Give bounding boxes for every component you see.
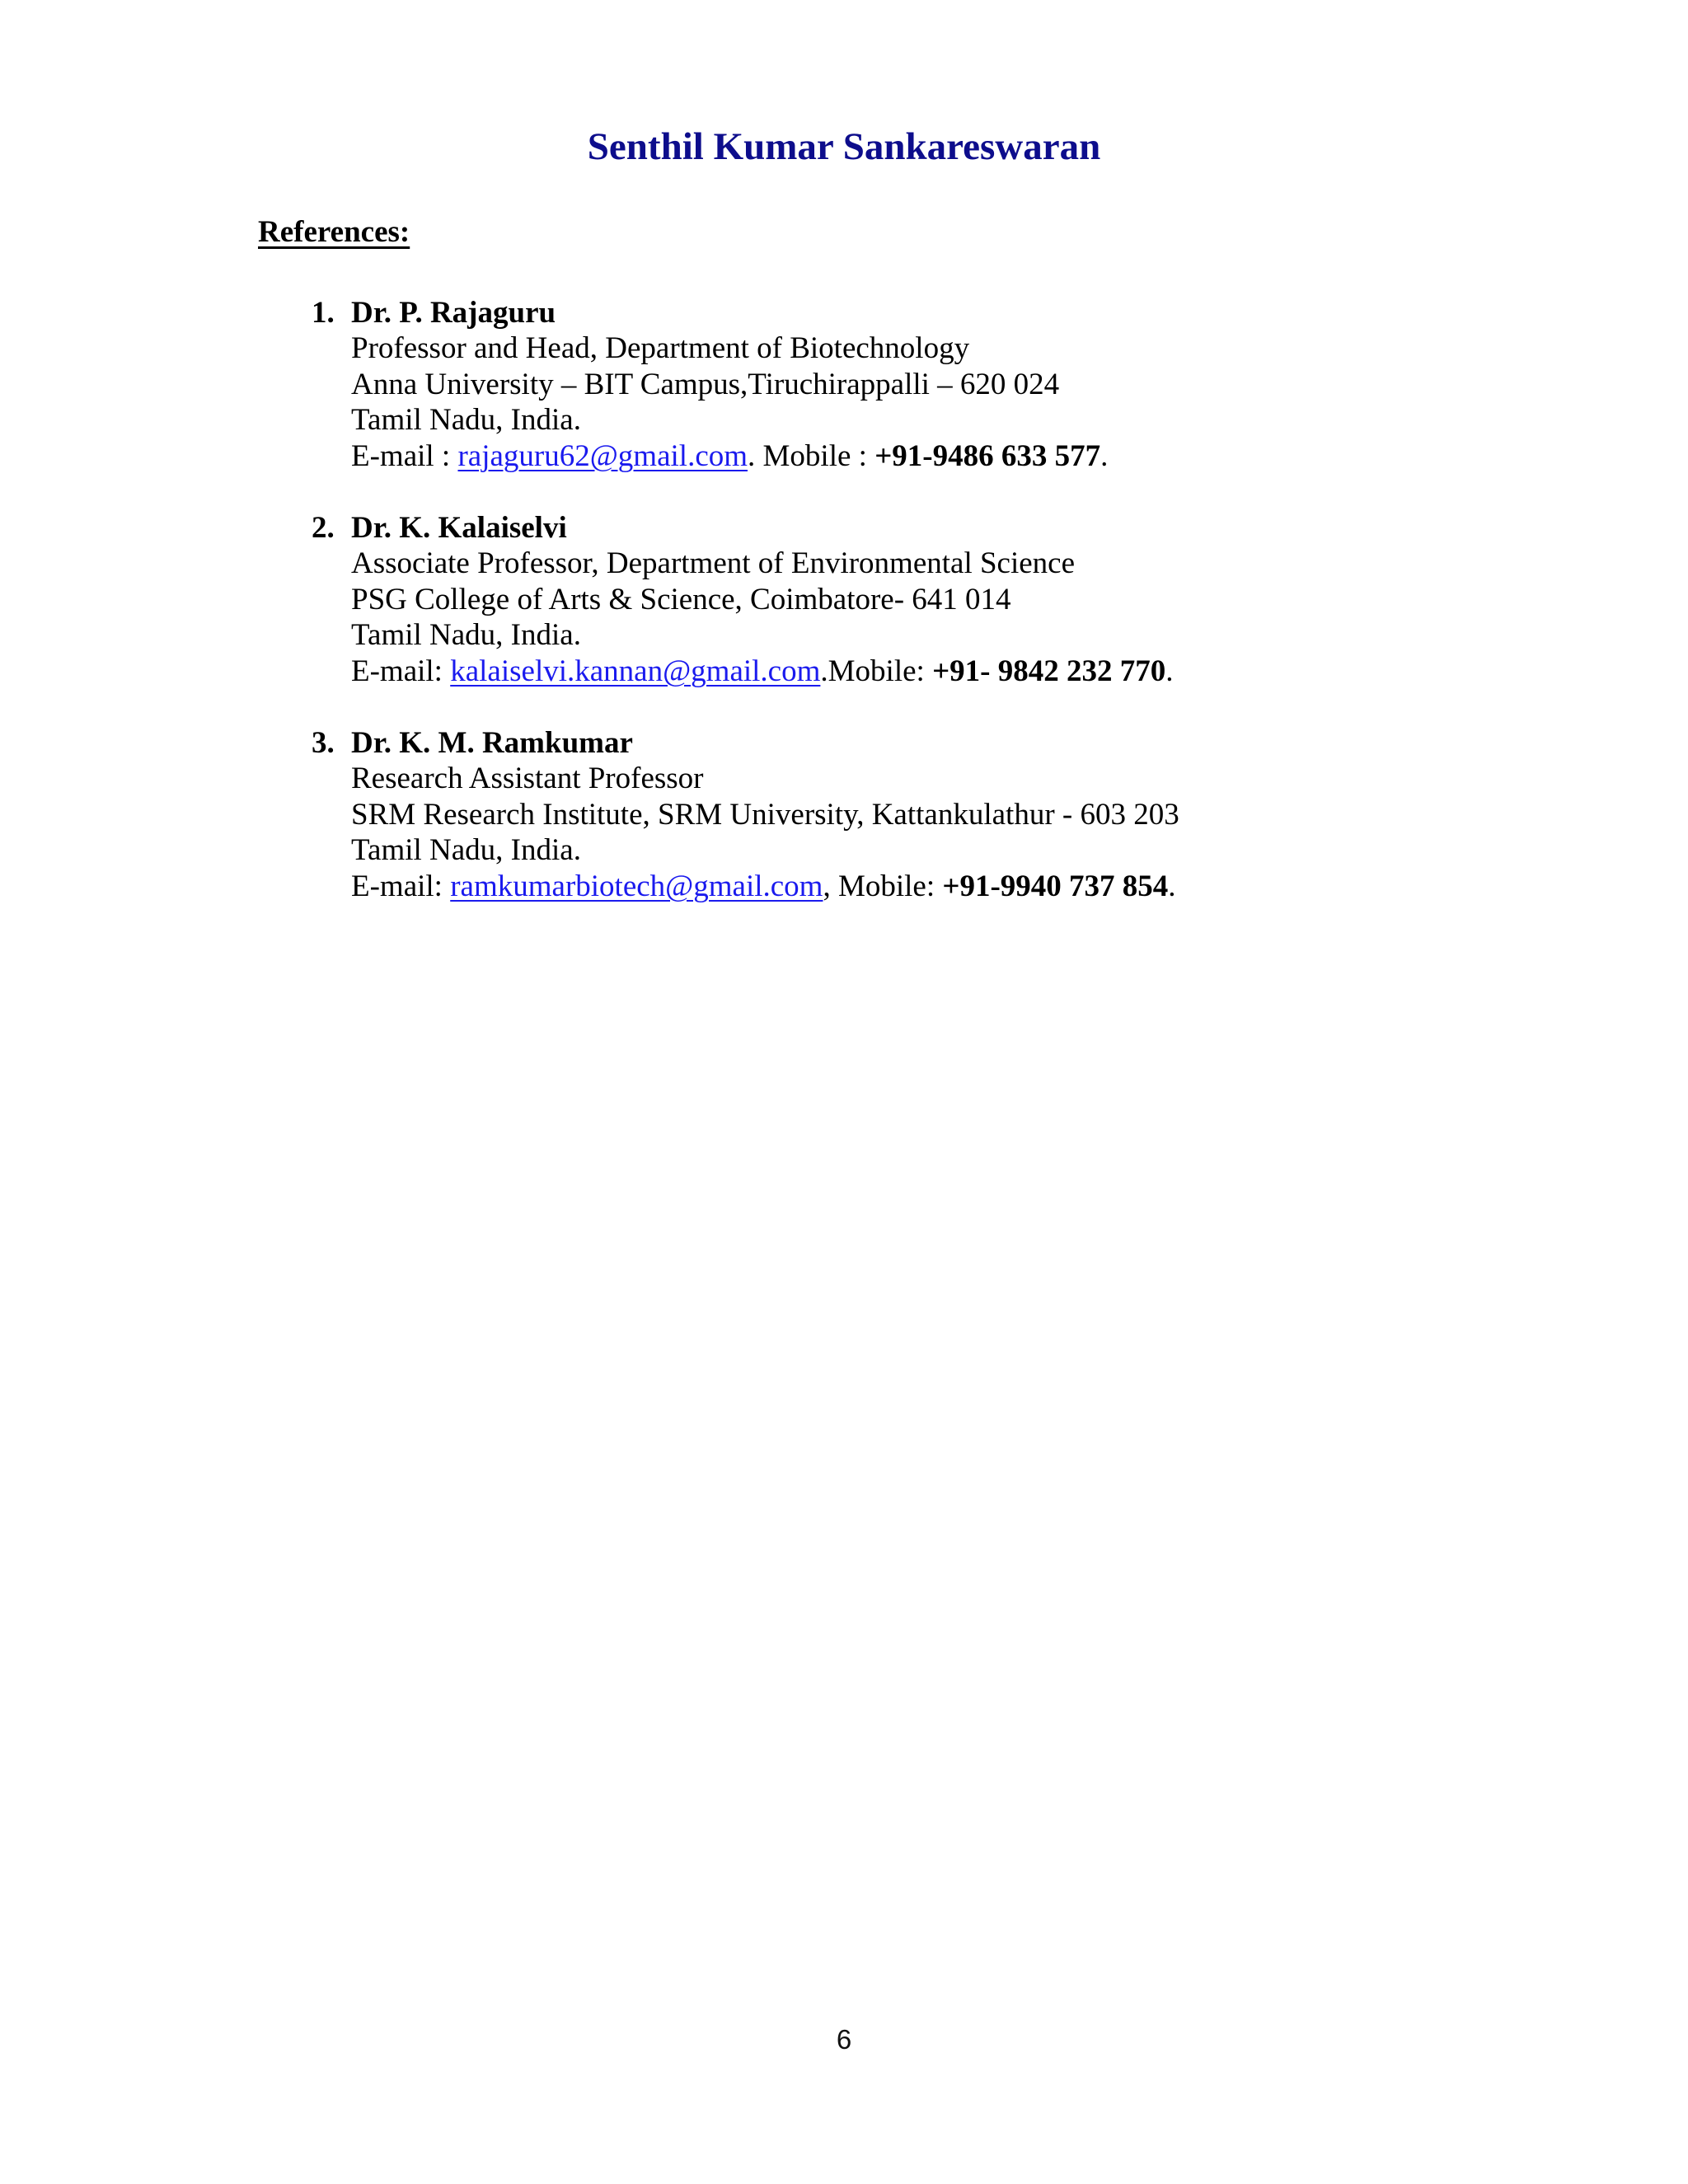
reference-location: Tamil Nadu, India. [351, 833, 581, 867]
reference-name: Dr. K. M. Ramkumar [351, 726, 633, 760]
reference-institution: PSG College of Arts & Science, Coimbatore- 641 014 [351, 582, 1011, 616]
reference-institution: SRM Research Institute, SRM University, Kattankulathur - 603 203 [351, 797, 1179, 832]
email-label: E-mail: [351, 869, 451, 903]
reference-location: Tamil Nadu, India. [351, 403, 581, 437]
reference-item-1 [312, 295, 1465, 474]
email-link[interactable]: rajaguru62@gmail.com [457, 438, 748, 473]
page-title: Senthil Kumar Sankareswaran [587, 125, 1101, 168]
reference-contact [351, 654, 1465, 690]
email-label: E-mail : [351, 438, 458, 473]
reference-contact [351, 869, 1465, 905]
reference-name: Dr. P. Rajaguru [351, 296, 556, 330]
reference-number: 1. [312, 296, 335, 330]
mobile-label: , Mobile: [823, 869, 943, 903]
line-end: . [1165, 654, 1174, 688]
references-heading: References: [258, 215, 410, 249]
email-link[interactable]: ramkumarbiotech@gmail.com [450, 869, 823, 903]
line-end: . [1168, 869, 1176, 903]
reference-position: Professor and Head, Department of Biotechnology [351, 331, 970, 365]
reference-header [312, 295, 1465, 330]
mobile-label: . Mobile : [748, 438, 875, 473]
reference-header [312, 725, 1465, 761]
reference-location: Tamil Nadu, India. [351, 618, 581, 652]
line-end: . [1100, 438, 1109, 473]
reference-item-2 [312, 510, 1465, 689]
reference-details [351, 761, 1465, 904]
reference-position: Research Assistant Professor [351, 762, 704, 795]
mobile-label: .Mobile: [820, 654, 933, 688]
reference-details [351, 330, 1465, 474]
mobile-number: +91- 9842 232 770 [932, 654, 1166, 688]
reference-item-3 [312, 725, 1465, 904]
reference-name: Dr. K. Kalaiselvi [351, 511, 567, 545]
reference-institution: Anna University – BIT Campus,Tiruchirappalli – 620 024 [351, 367, 1060, 401]
mobile-number: +91-9486 633 577 [874, 438, 1101, 473]
reference-contact [351, 438, 1465, 475]
reference-details [351, 546, 1465, 689]
email-link[interactable]: kalaiselvi.kannan@gmail.com [450, 654, 821, 688]
reference-header [312, 510, 1465, 546]
reference-number: 2. [312, 511, 335, 545]
reference-number: 3. [312, 726, 335, 760]
reference-position: Associate Professor, Department of Environmental Science [351, 546, 1076, 580]
mobile-number: +91-9940 737 854 [942, 869, 1169, 903]
page-number: 6 [836, 2024, 852, 2055]
email-label: E-mail: [351, 654, 451, 688]
